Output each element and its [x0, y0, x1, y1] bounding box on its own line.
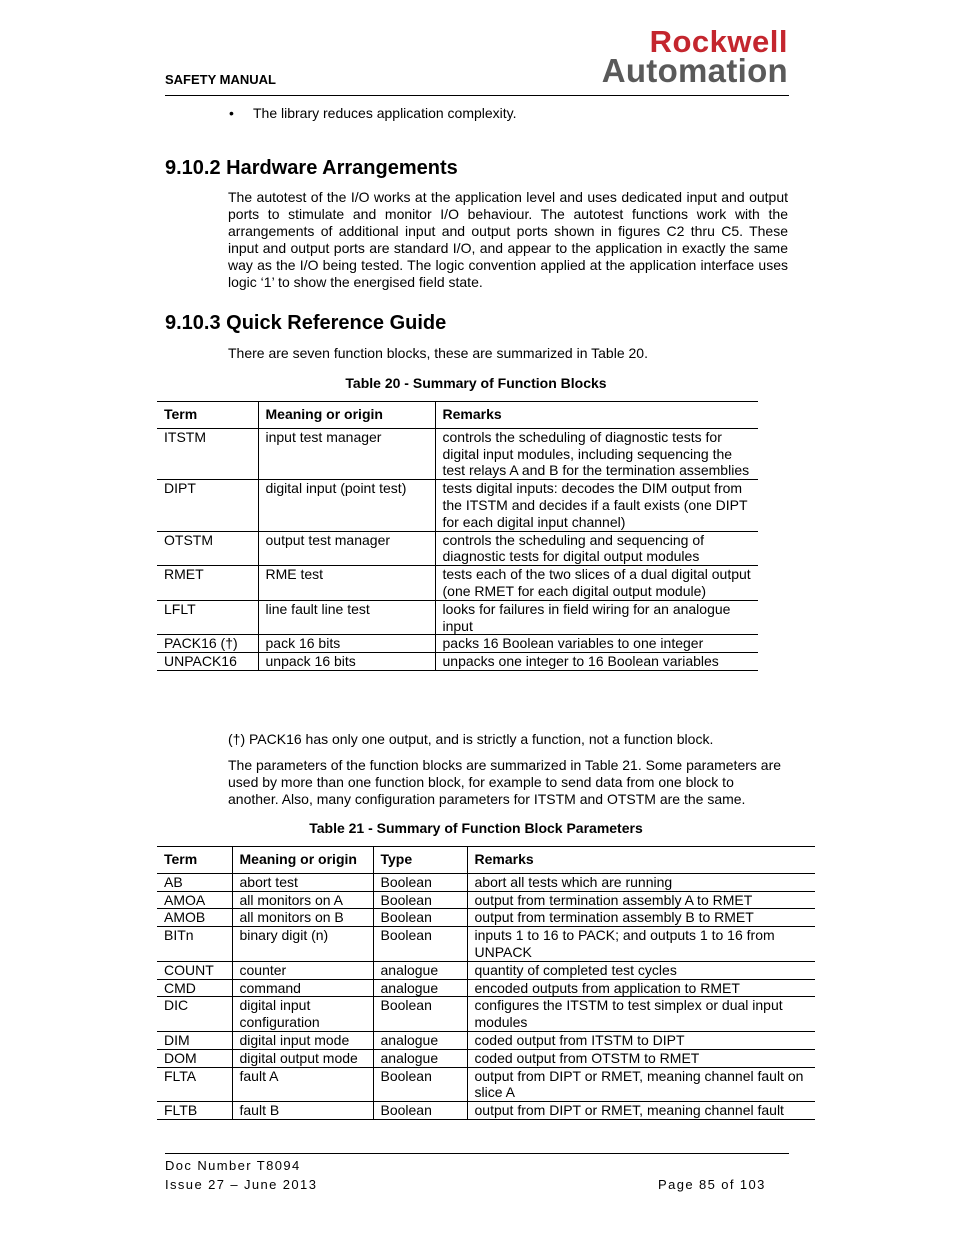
cell-remarks: controls the scheduling and sequencing of diagnostic tests for digital output modules — [435, 531, 758, 566]
cell-remarks: coded output from ITSTM to DIPT — [467, 1031, 815, 1049]
header-divider — [165, 95, 789, 96]
table-row — [157, 1102, 815, 1120]
cell-meaning: binary digit (n) — [232, 927, 373, 962]
cell-term: AMOA — [157, 891, 232, 909]
table20-header-meaning: Meaning or origin — [258, 402, 435, 429]
cell-meaning: output test manager — [258, 531, 435, 566]
table20-function-blocks — [157, 401, 758, 671]
bullet-item — [229, 105, 517, 121]
table21-caption: Table 21 - Summary of Function Block Parameters — [309, 820, 643, 836]
cell-term: AMOB — [157, 909, 232, 927]
cell-term: AB — [157, 873, 232, 891]
table20-header-term: Term — [157, 402, 258, 429]
table20-header-row — [157, 402, 758, 429]
cell-term: ITSTM — [157, 428, 258, 479]
table-row — [157, 997, 815, 1032]
cell-type: analogue — [373, 1049, 467, 1067]
table21-header-term: Term — [157, 847, 232, 874]
cell-remarks: configures the ITSTM to test simplex or dual input modules — [467, 997, 815, 1032]
cell-remarks: unpacks one integer to 16 Boolean variables — [435, 653, 758, 671]
table-row — [157, 961, 815, 979]
quick-reference-intro: There are seven function blocks, these are summarized in Table 20. — [228, 345, 648, 361]
cell-remarks: looks for failures in field wiring for an analogue input — [435, 600, 758, 635]
cell-meaning: fault B — [232, 1102, 373, 1120]
cell-meaning: command — [232, 979, 373, 997]
table-row — [157, 428, 758, 479]
table-row — [157, 1049, 815, 1067]
cell-term: LFLT — [157, 600, 258, 635]
cell-term: OTSTM — [157, 531, 258, 566]
cell-remarks: quantity of completed test cycles — [467, 961, 815, 979]
doc-number: Doc Number T8094 — [165, 1158, 301, 1173]
bullet-symbol: • — [229, 105, 234, 121]
issue-date: Issue 27 – June 2013 — [165, 1177, 318, 1192]
table-row — [157, 635, 758, 653]
table-row — [157, 979, 815, 997]
cell-remarks: packs 16 Boolean variables to one integer — [435, 635, 758, 653]
cell-term: FLTA — [157, 1067, 232, 1102]
cell-type: Boolean — [373, 909, 467, 927]
cell-meaning: all monitors on B — [232, 909, 373, 927]
cell-type: Boolean — [373, 1102, 467, 1120]
cell-term: DIC — [157, 997, 232, 1032]
table-row — [157, 927, 815, 962]
cell-type: analogue — [373, 961, 467, 979]
table-row — [157, 1031, 815, 1049]
cell-meaning: counter — [232, 961, 373, 979]
pack16-footnote: (†) PACK16 has only one output, and is strictly a function, not a function block. — [228, 731, 714, 747]
table-row — [157, 891, 815, 909]
cell-remarks: inputs 1 to 16 to PACK; and outputs 1 to 16 from UNPACK — [467, 927, 815, 962]
cell-term: BITn — [157, 927, 232, 962]
cell-term: DOM — [157, 1049, 232, 1067]
cell-term: CMD — [157, 979, 232, 997]
cell-remarks: tests digital inputs: decodes the DIM output from the ITSTM and decides if a fault exists (one DIPT for each digital input channel) — [435, 480, 758, 531]
table21-header-meaning: Meaning or origin — [232, 847, 373, 874]
cell-type: Boolean — [373, 997, 467, 1032]
cell-remarks: abort all tests which are running — [467, 873, 815, 891]
table-row — [157, 873, 815, 891]
table-row — [157, 566, 758, 601]
cell-remarks: output from termination assembly B to RMET — [467, 909, 815, 927]
table20-caption: Table 20 - Summary of Function Blocks — [345, 375, 607, 391]
logo-line-1: Rockwell — [649, 24, 788, 59]
section-heading-quick-reference: 9.10.3 Quick Reference Guide — [165, 312, 447, 334]
hardware-paragraph: The autotest of the I/O works at the application level and uses dedicated input and output ports to stimulate and monitor I/O behaviour. The autotest functions work with the arrangements of additional input and output ports shown in figures C2 thru C5. These input and output ports are standard I/O, and appear to the application in exactly the same way as the I/O being tested. The logic convention applied at the application interface uses logic ‘1’ to show the energised field state. — [228, 189, 788, 290]
cell-remarks: encoded outputs from application to RMET — [467, 979, 815, 997]
cell-meaning: unpack 16 bits — [258, 653, 435, 671]
cell-meaning: abort test — [232, 873, 373, 891]
cell-term: DIPT — [157, 480, 258, 531]
cell-term: PACK16 (†) — [157, 635, 258, 653]
table-row — [157, 1067, 815, 1102]
table-row — [157, 600, 758, 635]
parameters-paragraph: The parameters of the function blocks are summarized in Table 21. Some parameters are used by more than one function block, for example to send data from one block to another. Also, many configuration parameters for ITSTM and OTSTM are the same. — [228, 757, 782, 807]
cell-term: FLTB — [157, 1102, 232, 1120]
cell-meaning: digital input (point test) — [258, 480, 435, 531]
cell-type: analogue — [373, 979, 467, 997]
table-row — [157, 531, 758, 566]
cell-remarks: output from DIPT or RMET, meaning channel fault on slice A — [467, 1067, 815, 1102]
cell-type: Boolean — [373, 873, 467, 891]
cell-meaning: digital input configuration — [232, 997, 373, 1032]
cell-term: DIM — [157, 1031, 232, 1049]
section-heading-hardware: 9.10.2 Hardware Arrangements — [165, 157, 458, 179]
cell-meaning: digital output mode — [232, 1049, 373, 1067]
cell-remarks: output from DIPT or RMET, meaning channel fault — [467, 1102, 815, 1120]
bullet-text: The library reduces application complexity. — [253, 105, 517, 121]
cell-meaning: pack 16 bits — [258, 635, 435, 653]
cell-type: Boolean — [373, 891, 467, 909]
table21-header-type: Type — [373, 847, 467, 874]
cell-meaning: digital input mode — [232, 1031, 373, 1049]
cell-meaning: input test manager — [258, 428, 435, 479]
cell-remarks: controls the scheduling of diagnostic tests for digital input modules, including sequencing the test relays A and B for the termination assemblies — [435, 428, 758, 479]
table-row — [157, 909, 815, 927]
cell-type: Boolean — [373, 927, 467, 962]
logo-line-2: Automation — [601, 52, 788, 89]
page-number: Page 85 of 103 — [658, 1177, 766, 1192]
cell-meaning: fault A — [232, 1067, 373, 1102]
cell-term: UNPACK16 — [157, 653, 258, 671]
cell-remarks: tests each of the two slices of a dual digital output (one RMET for each digital output module) — [435, 566, 758, 601]
cell-type: analogue — [373, 1031, 467, 1049]
cell-type: Boolean — [373, 1067, 467, 1102]
manual-title: SAFETY MANUAL — [165, 72, 276, 87]
cell-remarks: coded output from OTSTM to RMET — [467, 1049, 815, 1067]
table-row — [157, 480, 758, 531]
cell-meaning: line fault line test — [258, 600, 435, 635]
cell-meaning: all monitors on A — [232, 891, 373, 909]
table21-function-block-parameters — [157, 846, 815, 1120]
cell-term: RMET — [157, 566, 258, 601]
rockwell-automation-logo — [554, 26, 788, 87]
table21-header-row — [157, 847, 815, 874]
footer-divider — [165, 1153, 789, 1154]
cell-meaning: RME test — [258, 566, 435, 601]
table-row — [157, 653, 758, 671]
table20-header-remarks: Remarks — [435, 402, 758, 429]
cell-term: COUNT — [157, 961, 232, 979]
table21-header-remarks: Remarks — [467, 847, 815, 874]
cell-remarks: output from termination assembly A to RMET — [467, 891, 815, 909]
